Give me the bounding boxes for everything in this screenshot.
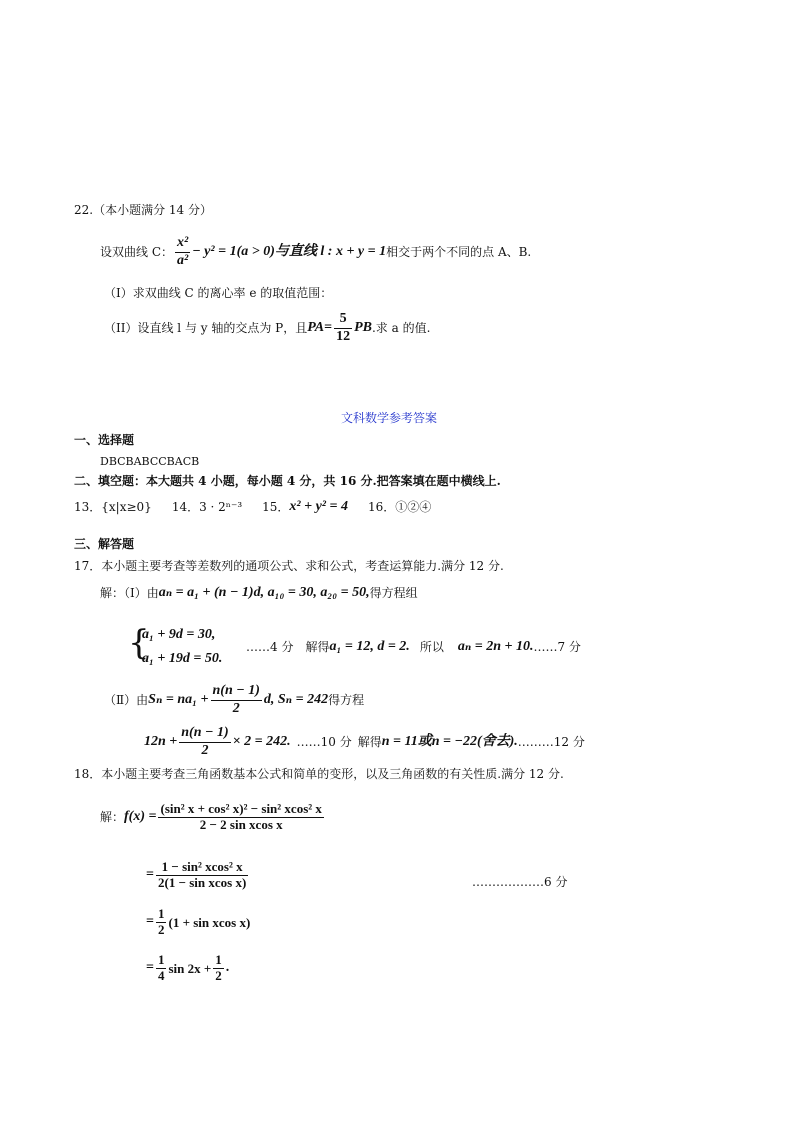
q22-part2-num: 5: [334, 311, 352, 328]
q17-score-7: ……7 分: [533, 640, 581, 654]
q18-step1-den: 2 − 2 sin xcos x: [199, 816, 283, 832]
fill-16: 16．①②④: [368, 500, 432, 514]
choice-answers: DBCBABCCBACB: [100, 455, 200, 468]
q17-score-4: ……4 分: [246, 640, 294, 654]
q18-lead: 解：: [100, 810, 125, 824]
q17-score-10: ……10 分: [296, 735, 352, 749]
q17-solve-lead: 解得: [305, 640, 330, 654]
q18-step3-num: 1: [157, 905, 165, 921]
section-fill-heading: 二、填空题：本大题共 4 小题，每小题 4 分，共 16 分.把答案填在题中横线上.: [74, 474, 501, 488]
q18-step2-num: 1 − sin² xcos² x: [156, 860, 248, 876]
fill-15-label: 15．: [262, 500, 290, 514]
q18-step4-eq: =: [146, 960, 154, 975]
q17-system-eq1: a₁ + 9d = 30,: [142, 627, 216, 642]
q22-tail: 相交于两个不同的点 A、B.: [386, 245, 532, 259]
q17-intro: 17．本小题主要考查等差数列的通项公式、求和公式，考查运算能力.满分 12 分.: [74, 559, 504, 573]
fill-answers: [74, 500, 431, 514]
q22-statement: [100, 232, 531, 272]
q18-step3-rest: (1 + sin xcos x): [168, 914, 251, 930]
q22-part2-fraction: [334, 311, 352, 344]
q17-an: aₙ = 2n + 10.: [457, 639, 534, 654]
q18-step4-den2: 2: [215, 967, 222, 983]
q18-step1-num: (sin² x + cos² x)² − sin² xcos² x: [160, 800, 322, 816]
q22-curve-fraction: [175, 235, 190, 268]
q17-solve: a₁ = 12, d = 2.: [329, 639, 410, 654]
q18-score-6: ………………6 分: [472, 875, 568, 889]
q17-part2: [104, 680, 364, 720]
q18-step4-fraction2: [213, 953, 224, 984]
q17-part2-num: n(n − 1): [211, 683, 262, 700]
fill-14: 14．3 · 2ⁿ⁻³: [171, 500, 243, 514]
q22-part2-eq: =: [324, 320, 333, 335]
q18-step4-end: .: [225, 960, 230, 975]
q17-part1-formula: aₙ = a₁ + (n − 1)d, a₁₀ = 30, a₂₀ = 50,: [158, 585, 370, 600]
section-choice-heading: 一、选择题: [74, 433, 135, 447]
q18-step2-fraction: [156, 860, 248, 891]
q17-part2-lead: （Ⅱ）由: [104, 693, 149, 707]
q22-part2-den: 12: [336, 328, 351, 344]
q17-system-brace: {: [128, 623, 150, 663]
q17-part2-tail: 得方程: [328, 693, 365, 707]
q18-step4-mid: sin 2x +: [168, 960, 212, 976]
q17-part2-den: 2: [232, 700, 240, 716]
q22-lead: 设双曲线 C：: [100, 245, 173, 259]
q22-vector-pb: PB: [354, 320, 372, 335]
q17-solution-row: [246, 640, 581, 654]
q17-score-12: ………12 分: [517, 735, 585, 749]
q17-eq-num: n(n − 1): [179, 725, 230, 742]
q18-step4-den1: 4: [157, 967, 165, 983]
fill-13: 13．{x|x≥0}: [74, 500, 152, 514]
q22-part1: （I）求双曲线 C 的离心率 e 的取值范围：: [104, 286, 333, 300]
q18-step4: [146, 948, 229, 988]
q17-eq-b: × 2 = 242.: [232, 734, 291, 749]
q17-eq-a: 12n +: [144, 734, 178, 749]
q17-part2-formula-a: Sₙ = na₁ +: [148, 692, 209, 707]
q22-frac-num: x²: [175, 235, 190, 252]
section-solution-heading: 三、解答题: [74, 537, 135, 551]
q17-system-eq2: a₁ + 19d = 50.: [142, 651, 223, 666]
q17-solve2-lead: 解得: [357, 735, 382, 749]
q18-fx: f(x) =: [124, 809, 157, 824]
q18-step4-fraction1: [156, 953, 167, 984]
q18-step4-num2: 1: [215, 951, 222, 967]
q22-part2: [104, 308, 430, 348]
q18-step1: [100, 796, 326, 838]
q17-part1: [100, 586, 418, 600]
q18-step2-den: 2(1 − sin xcos x): [157, 874, 247, 890]
q17-part1-lead: 解：（Ⅰ）由: [100, 586, 159, 600]
q17-equation-row: [144, 722, 585, 762]
q17-so: 所以: [419, 640, 444, 654]
q18-step2-eq: =: [146, 867, 154, 882]
q22-heading: 22.（本小题满分 14 分）: [74, 203, 212, 217]
q18-step2: [146, 854, 250, 896]
q17-eq-fraction: [179, 725, 230, 758]
q18-step3-fraction: [156, 907, 167, 938]
q18-step3-den: 2: [157, 921, 165, 937]
fill-15: x² + y² = 4: [289, 499, 348, 514]
q17-part2-fraction: [211, 683, 262, 716]
q17-part1-tail: 得方程组: [369, 586, 418, 600]
q18-step3-eq: =: [146, 914, 154, 929]
q18-step4-num1: 1: [157, 951, 165, 967]
q22-part2-lead: （II）设直线 l 与 y 轴的交点为 P，且: [104, 321, 308, 335]
q17-solve2: n = 11或n = −22(舍去).: [381, 734, 518, 749]
q18-intro: 18．本小题主要考查三角函数基本公式和简单的变形，以及三角函数的有关性质.满分 12 分.: [74, 767, 564, 781]
q22-curve-rest: − y² = 1(a > 0): [192, 244, 275, 259]
answers-title: 文科数学参考答案: [341, 411, 438, 425]
q22-part2-tail: .求 a 的值.: [371, 321, 431, 335]
q22-vector-pa: PA: [307, 320, 325, 335]
q18-step1-fraction: [158, 802, 323, 833]
q22-frac-den: a²: [177, 252, 189, 268]
q17-eq-den: 2: [201, 742, 209, 758]
q18-step3: [146, 902, 250, 942]
q22-line-part: 与直线 l : x + y = 1: [274, 244, 387, 259]
q17-part2-formula-b: d, Sₙ = 242: [263, 692, 329, 707]
